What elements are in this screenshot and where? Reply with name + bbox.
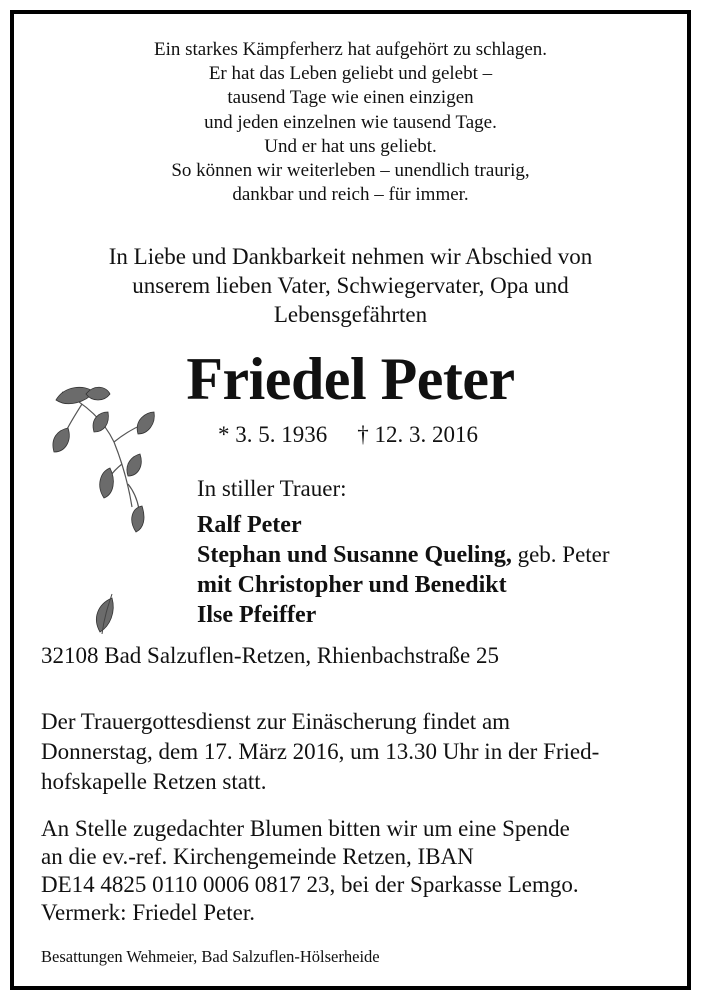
intro-line: In Liebe und Dankbarkeit nehmen wir Abschied von [108,244,593,269]
mourners-label: In stiller Trauer: [197,476,347,501]
poem [14,38,687,207]
donation-text [41,815,681,927]
intro-line: Lebensgefährten [273,302,428,327]
leaf-icon [127,454,141,476]
life-dates [218,420,478,450]
leaf-icon [100,468,114,498]
mourner-line [197,570,610,600]
poem-line: So können wir weiterleben – unendlich traurig, [171,160,530,182]
poem-line: Ein starkes Kämpferherz hat aufgehört zu schlagen. [153,39,548,60]
mourner-note: geb. Peter [511,542,610,567]
mourner-name: Ralf Peter [197,512,302,538]
funeral-home-footer: Besattungen Wehmeier, Bad Salzuflen-Hölserheide [41,947,380,966]
mourner-name: mit Christopher und Benedikt [197,572,507,598]
service-line: Donnerstag, dem 17. März 2016, um 13.30 Uhr in der Fried- [41,739,600,764]
leaf-icon [53,428,69,452]
poem-line: tausend Tage wie einen einzigen [227,87,474,109]
service-line: hofskapelle Retzen statt. [41,769,267,794]
family-address: 32108 Bad Salzuflen-Retzen, Rhienbachstraße 25 [41,643,499,668]
donation-line: An Stelle zugedachter Blumen bitten wir um eine Spende [41,816,570,841]
mourner-line [197,600,610,630]
funeral-service-text [41,707,681,797]
mourner-name: Ilse Pfeiffer [197,602,317,628]
death-date: † 12. 3. 2016 [357,422,478,447]
farewell-intro [14,242,687,329]
intro-line: unserem lieben Vater, Schwiegervater, Opa und [132,273,569,298]
mourners-block [197,474,610,630]
poem-line: Und er hat uns geliebt. [264,135,437,157]
donation-line: DE14 4825 0110 0006 0817 23, bei der Sparkasse Lemgo. [41,872,579,897]
donation-line: Vermerk: Friedel Peter. [41,900,255,925]
service-line: Der Trauergottesdienst zur Einäscherung findet am [41,709,511,734]
leaf-icon [137,412,154,434]
poem-line: dankbar und reich – für immer. [232,184,469,206]
poem-line: Er hat das Leben geliebt und gelebt – [208,63,493,85]
poem-line: und jeden einzelnen wie tausend Tage. [204,111,497,133]
donation-line: an die ev.-ref. Kirchengemeinde Retzen, IBAN [41,844,474,869]
deceased-name: Friedel Peter [186,346,515,412]
mourner-line [197,540,610,570]
leaf-icon [96,598,113,632]
obituary-card [10,10,691,990]
mourner-line [197,510,610,540]
mourner-name: Stephan und Susanne Queling, [197,542,512,568]
birth-date: * 3. 5. 1936 [218,422,328,447]
leaf-icon [132,506,144,532]
